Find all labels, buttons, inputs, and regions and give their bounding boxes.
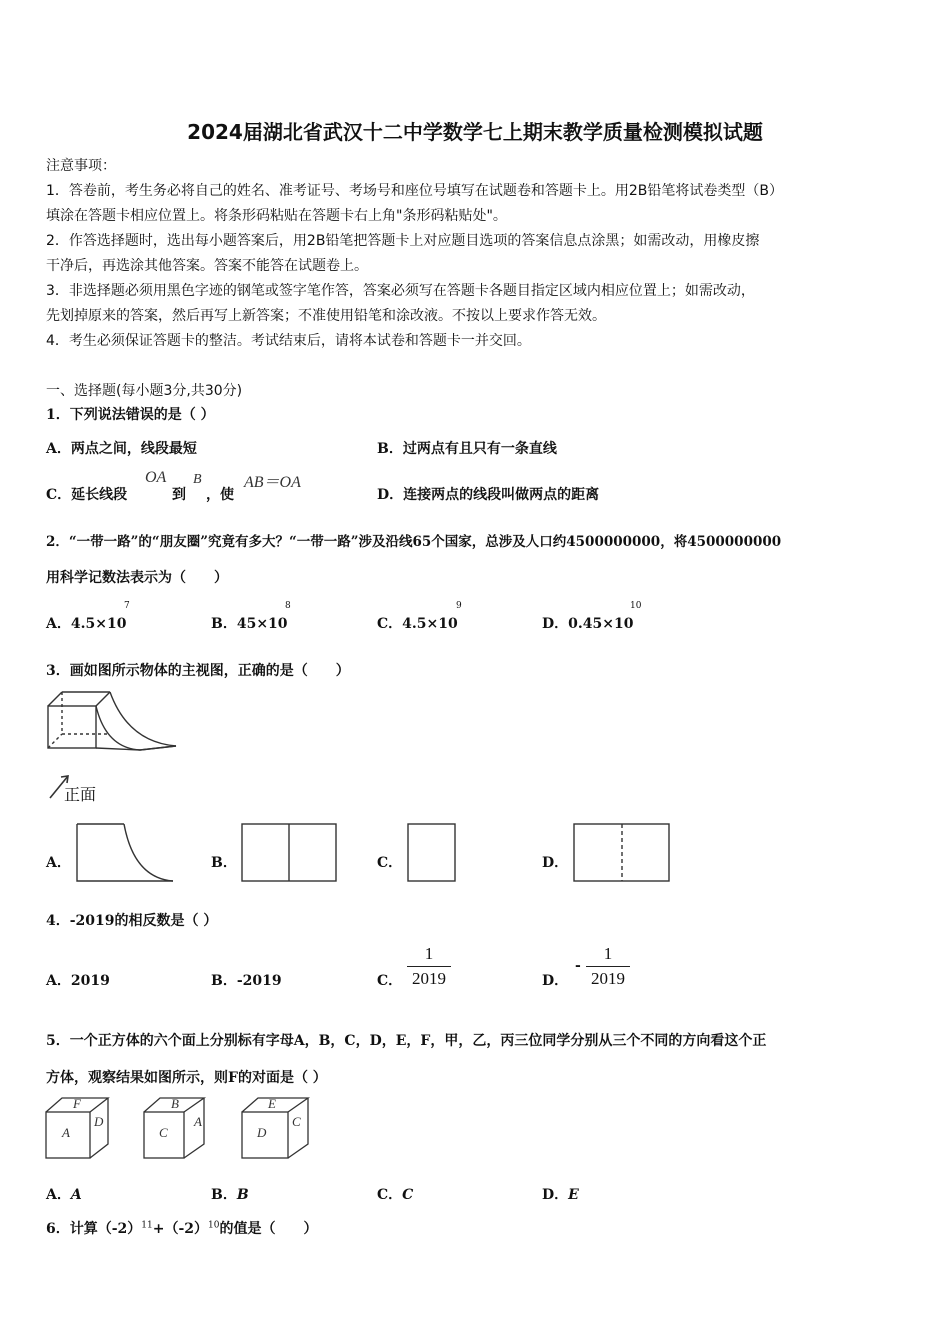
fraction-bar [407,966,451,967]
q4-option-a: A．2019 [46,973,110,989]
q2-stem-line1: 2．“一带一路”的“朋友圈”究竟有多大？“一带一路”涉及沿线65个国家，总涉及人口约4500000000，将4500000000 [46,534,782,550]
q5-option-b-label: B． [211,1187,237,1203]
q3-front-label: 正面 [64,785,97,804]
q3-option-a: A． [46,855,71,871]
q3-option-b-figure [241,823,337,883]
notice-line: 4．考生必须保证答题卡的整洁。考试结束后，请将本试卷和答题卡一并交回。 [46,333,531,349]
q2-option-b: B．45×10 [211,616,288,632]
cube-2-side: A [194,1114,202,1129]
q3-option-d: D． [542,855,569,871]
q2-option-a-exp: 7 [124,601,130,611]
q4-option-c-fraction [407,944,451,989]
notice-line: 3．非选择题必须用黑色字迹的钢笔或签字笔作答，答案必须写在答题卡各题目指定区域内相应位置上；如需改动， [46,283,755,299]
q1-math-oa: OA [145,469,167,486]
q5-option-a-value: A [70,1187,82,1203]
fraction-denominator: 2019 [412,969,446,988]
cube-2-front: C [159,1125,168,1140]
q2-option-a: A．4.5×10 [46,616,127,632]
cube-1-side: D [94,1114,104,1129]
fraction-numerator: 1 [424,944,434,963]
fraction-denominator: 2019 [591,969,625,988]
q3-object-figure [40,690,185,805]
cube-3-side: C [292,1114,301,1129]
q1-option-b: B．过两点有且只有一条直线 [377,441,557,457]
q2-option-d-exp: 10 [630,601,642,611]
q4-option-d: D． [542,973,569,989]
q5-option-c-label: C． [377,1187,403,1203]
q4-stem: 4．-2019的相反数是（ ） [46,913,218,929]
q4-option-b: B．-2019 [211,973,282,989]
page-title: 2024届湖北省武汉十二中学数学七上期末教学质量检测模拟试题 [187,120,763,144]
q6-exp2: 10 [208,1220,220,1231]
q6-mid: +（-2） [152,1221,209,1237]
q1-option-d: D．连接两点的线段叫做两点的距离 [377,487,600,503]
cube-3-front: D [257,1125,267,1140]
q6-exp1: 11 [141,1220,153,1231]
cube-1-top: F [73,1096,81,1111]
q6-stem [46,1218,318,1238]
q5-option-d [542,1184,579,1204]
q5-stem-line2: 方体，观察结果如图所示，则F的对面是（ ） [46,1070,327,1086]
section-heading: 一、选择题(每小题3分,共30分) [46,383,243,399]
q1-make: ，使 [206,487,234,503]
notice-line: 1．答卷前，考生务必将自己的姓名、准考证号、考场号和座位号填写在试题卷和答题卡上。用2B铅笔将试卷类型（B） [46,183,784,199]
q2-option-c: C．4.5×10 [377,616,458,632]
q4-option-c: C． [377,973,403,989]
q6-pre: 6．计算（-2） [46,1221,142,1237]
notice-line: 先划掉原来的答案，然后再写上新答案；不准使用铅笔和涂改液。不按以上要求作答无效。 [46,308,606,324]
cube-2-top: B [171,1096,179,1111]
q6-post: 的值是（ ） [219,1221,318,1237]
q1-to: 到 [172,487,186,503]
q3-option-c: C． [377,855,403,871]
q5-stem-line1: 5．一个正方体的六个面上分别标有字母A，B，C，D，E，F，甲，乙，丙三位同学分别从三个不同的方向看这个正 [46,1033,767,1049]
q3-option-b: B． [211,855,237,871]
q5-option-b-value: B [236,1187,249,1203]
q3-option-d-figure [573,823,670,883]
q1-math-b: B [193,472,202,487]
notice-line: 填涂在答题卡相应位置上。将条形码粘贴在答题卡右上角"条形码粘贴处"。 [46,208,507,224]
q2-stem-line2: 用科学记数法表示为（ ） [46,570,228,586]
q3-stem: 3．画如图所示物体的主视图，正确的是（ ） [46,663,350,679]
q5-option-d-value: E [568,1187,579,1203]
fraction-numerator: 1 [603,944,613,963]
q5-option-c [377,1184,413,1204]
q1-math-eq: AB＝OA [244,474,301,491]
q1-option-c [46,484,127,504]
fraction-bar [586,966,630,967]
q4-option-d-sign: - [575,958,581,974]
q5-option-c-value: C [402,1187,414,1203]
q5-option-a [46,1184,82,1204]
notice-line: 2．作答选择题时，选出每小题答案后，用2B铅笔把答题卡上对应题目选项的答案信息点涂黑；如需改动，用橡皮擦 [46,233,760,249]
q5-option-a-label: A． [46,1187,71,1203]
q2-option-b-exp: 8 [285,601,291,611]
q1-option-a: A．两点之间，线段最短 [46,441,197,457]
q1-option-c-pre: C．延长线段 [46,487,128,503]
q2-option-c-exp: 9 [456,601,462,611]
q5-option-b [211,1184,249,1204]
cube-3-top: E [268,1096,276,1111]
q2-option-d: D．0.45×10 [542,616,634,632]
notice-heading: 注意事项： [46,158,116,174]
q3-option-a-figure [76,823,174,883]
notice-line: 干净后，再选涂其他答案。答案不能答在试题卷上。 [46,258,368,274]
q5-option-d-label: D． [542,1187,569,1203]
q3-option-c-figure [407,823,457,883]
cube-1-front: A [62,1125,70,1140]
q4-option-d-fraction [586,944,630,989]
q1-stem: 1．下列说法错误的是（ ） [46,407,215,423]
